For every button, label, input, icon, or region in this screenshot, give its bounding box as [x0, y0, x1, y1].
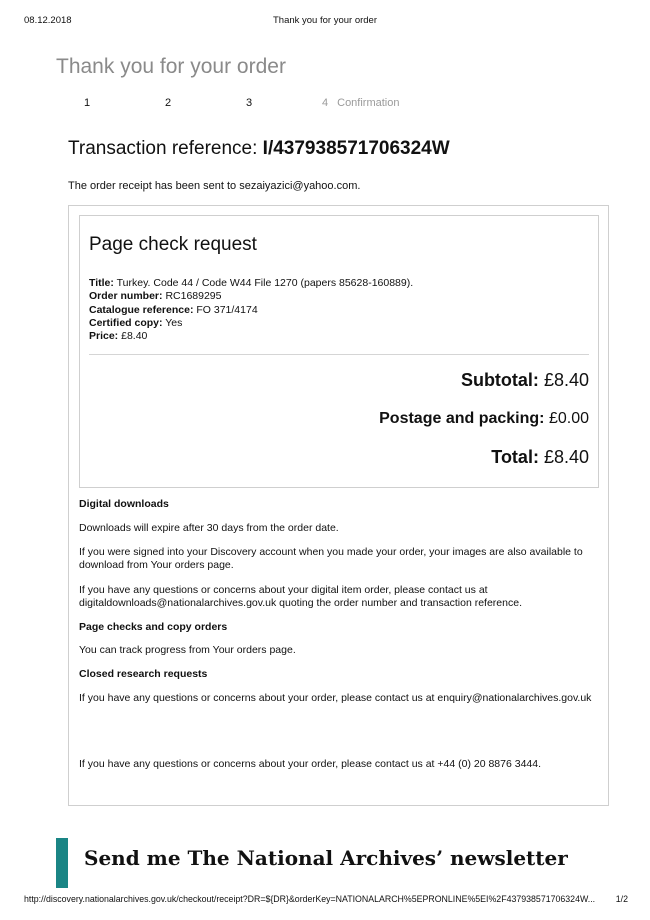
transaction-value: I/437938571706324W [262, 138, 450, 159]
print-url: http://discovery.nationalarchives.gov.uk/checkout/receipt?DR=${DR}&orderKey=NATIONALARCH%5EPRONLINE%5EI%2F437938571706324W... [24, 894, 596, 904]
detail-catalogue-reference [89, 304, 413, 317]
detail-value: Turkey. Code 44 / Code W44 File 1270 (papers 85628-160889). [116, 277, 414, 289]
item-title: Page check request [89, 234, 257, 255]
page-checks-heading: Page checks and copy orders [79, 621, 228, 633]
item-details [89, 277, 413, 343]
print-date: 08.12.2018 [24, 15, 72, 26]
print-title: Thank you for your order [272, 15, 378, 26]
detail-label: Title: [89, 277, 114, 289]
digital-downloads-heading: Digital downloads [79, 498, 169, 510]
step-number: 3 [246, 97, 253, 109]
detail-title [89, 277, 413, 290]
detail-label: Order number: [89, 290, 163, 303]
newsletter-accent-bar [56, 838, 68, 888]
step-3 [246, 97, 252, 109]
detail-price [89, 330, 413, 343]
postage-and-packing [379, 410, 589, 428]
transaction-label: Transaction reference: [68, 138, 258, 159]
step-number: 1 [84, 97, 91, 109]
print-header [0, 15, 650, 29]
total-value: £8.40 [543, 447, 589, 467]
detail-certified-copy [89, 317, 413, 330]
divider [89, 354, 589, 355]
total-label: Total: [491, 447, 539, 467]
step-label: Confirmation [337, 97, 400, 109]
receipt-note: The order receipt has been sent to sezaiyazici@yahoo.com. [68, 180, 361, 192]
detail-value: Yes [165, 316, 183, 329]
step-number: 4 [322, 97, 329, 109]
digital-downloads-expiry: Downloads will expire after 30 days from the order date. [79, 522, 339, 534]
page-checks-note: You can track progress from Your orders page. [79, 644, 296, 656]
transaction-reference [68, 138, 450, 160]
digital-downloads-contact: If you have any questions or concerns about your digital item order, please contact us at digitaldownloads@nationalarchives.gov.uk quoting the order number and transaction reference. [79, 584, 522, 610]
step-1 [84, 97, 90, 109]
closed-research-heading: Closed research requests [79, 668, 208, 680]
step-number: 2 [165, 97, 172, 109]
postage-label: Postage and packing: [379, 410, 545, 427]
detail-order-number [89, 290, 413, 303]
step-2 [165, 97, 171, 109]
detail-value: RC1689295 [165, 290, 222, 303]
detail-value: £8.40 [121, 330, 148, 343]
general-contact: If you have any questions or concerns about your order, please contact us at +44 (0) 20 8876 3444. [79, 758, 542, 770]
postage-value: £0.00 [548, 410, 589, 427]
closed-research-contact: If you have any questions or concerns about your order, please contact us at enquiry@nationalarchives.gov.uk [79, 692, 592, 704]
detail-label: Certified copy: [89, 316, 163, 329]
step-4-confirmation [322, 97, 399, 109]
page-title: Thank you for your order [56, 55, 286, 78]
subtotal [461, 370, 589, 391]
print-footer [0, 894, 650, 908]
subtotal-label: Subtotal: [460, 370, 539, 390]
subtotal-value: £8.40 [543, 370, 589, 390]
newsletter-heading: Send me The National Archives’ newsletter [84, 846, 568, 870]
print-page-number: 1/2 [615, 894, 628, 904]
digital-downloads-account-note: If you were signed into your Discovery account when you made your order, your images are also available to download from Your orders page. [79, 546, 583, 572]
detail-label: Catalogue reference: [89, 303, 194, 316]
detail-label: Price: [89, 330, 119, 343]
total [491, 447, 589, 468]
detail-value: FO 371/4174 [196, 303, 258, 316]
